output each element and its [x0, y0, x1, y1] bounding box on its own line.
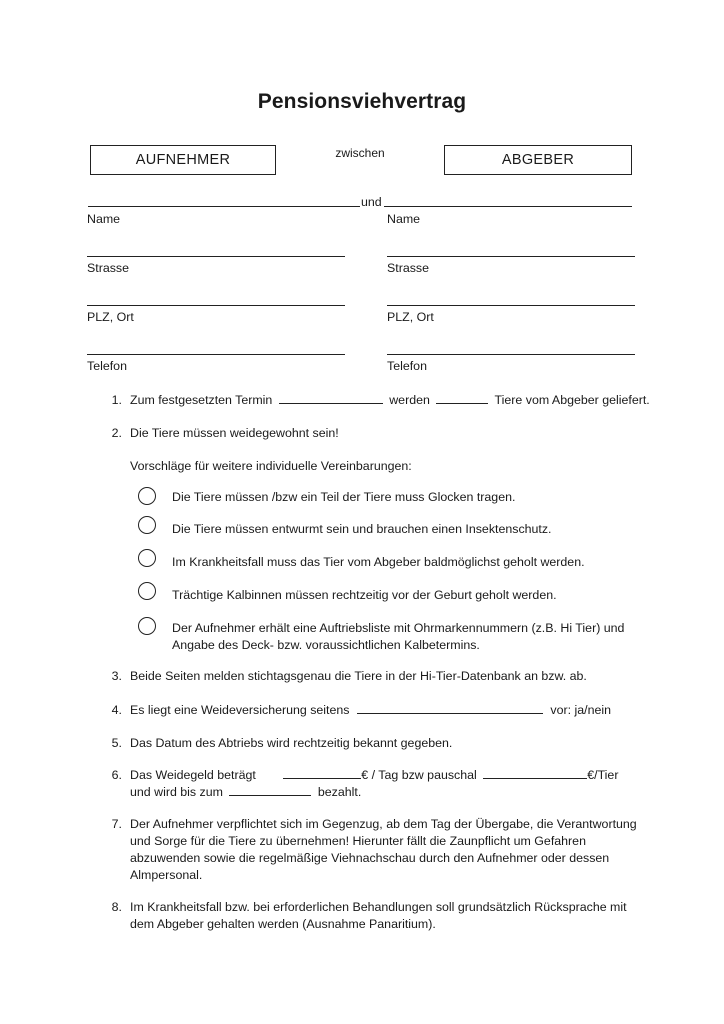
- plz-line-left[interactable]: [87, 305, 345, 306]
- option-checkbox[interactable]: [138, 617, 156, 635]
- item-2-subheading: Vorschläge für weitere individuelle Vereinbarungen:: [130, 459, 412, 473]
- telefon-label-right: Telefon: [387, 359, 427, 373]
- item-7-line: Almpersonal.: [130, 868, 203, 882]
- bezahlt-datum-blank[interactable]: [229, 784, 311, 796]
- und-label: und: [361, 195, 382, 209]
- tiere-count-blank[interactable]: [436, 392, 488, 404]
- option-label: Trächtige Kalbinnen müssen rechtzeitig vor der Geburt geholt werden.: [172, 588, 557, 602]
- option-label: Im Krankheitsfall muss das Tier vom Abgeber baldmöglichst geholt werden.: [172, 555, 585, 569]
- plz-line-right[interactable]: [387, 305, 635, 306]
- strasse-line-left[interactable]: [87, 256, 345, 257]
- weidegeld-tag-blank[interactable]: [283, 767, 361, 779]
- item-number: 1.: [111, 393, 122, 407]
- telefon-line-right[interactable]: [387, 354, 635, 355]
- item-number: 3.: [111, 669, 122, 683]
- item-number: 6.: [111, 768, 122, 782]
- item-8-line: dem Abgeber gehalten werden (Ausnahme Panaritium).: [130, 917, 436, 931]
- option-checkbox[interactable]: [138, 549, 156, 567]
- item-6-line-2: [130, 784, 650, 801]
- item-6-line-1: [130, 767, 670, 784]
- item-3-text: Beide Seiten melden stichtagsgenau die Tiere in der Hi-Tier-Datenbank an bzw. ab.: [130, 669, 587, 683]
- document-title: Pensionsviehvertrag: [257, 90, 467, 113]
- item-7-line: und Sorge für die Tiere zu übernehmen! Hierunter fällt die Zaunpflicht um Gefahren: [130, 834, 586, 848]
- zwischen-label: zwischen: [335, 146, 385, 160]
- option-label: Der Aufnehmer erhält eine Auftriebsliste mit Ohrmarkennummern (z.B. Hi Tier) und: [172, 621, 625, 635]
- item-number: 8.: [111, 900, 122, 914]
- item-2-text: Die Tiere müssen weidegewohnt sein!: [130, 426, 339, 440]
- telefon-label-left: Telefon: [87, 359, 127, 373]
- item-8-line: Im Krankheitsfall bzw. bei erforderlichen Behandlungen soll grundsätzlich Rücksprache mit: [130, 900, 627, 914]
- item-1-part-a: Zum festgesetzten Termin: [130, 393, 273, 407]
- strasse-label-left: Strasse: [87, 261, 130, 275]
- versicherung-blank[interactable]: [357, 702, 543, 714]
- option-label: Die Tiere müssen entwurmt sein und brauchen einen Insektenschutz.: [172, 522, 552, 536]
- item-number: 4.: [111, 703, 122, 717]
- option-checkbox[interactable]: [138, 582, 156, 600]
- plz-label-left: PLZ, Ort: [87, 310, 134, 324]
- item-6-part-d: und wird bis zum: [130, 785, 223, 799]
- item-number: 2.: [111, 426, 122, 440]
- item-4-part-b: vor: ja/nein: [550, 703, 612, 717]
- strasse-label-right: Strasse: [387, 261, 430, 275]
- item-1-part-b: werden: [389, 393, 430, 407]
- item-6-part-c: €/Tier: [587, 768, 619, 782]
- item-6-part-e: bezahlt.: [317, 785, 362, 799]
- aufnehmer-box: [90, 145, 276, 175]
- item-number: 5.: [111, 736, 122, 750]
- name-label-right: Name: [387, 212, 421, 226]
- item-6-part-b: € / Tag bzw pauschal: [361, 768, 477, 782]
- item-6-part-a: Das Weidegeld beträgt: [130, 768, 256, 782]
- option-label: Die Tiere müssen /bzw ein Teil der Tiere muss Glocken tragen.: [172, 490, 516, 504]
- item-1-part-c: Tiere vom Abgeber geliefert.: [494, 393, 650, 407]
- name-line-left[interactable]: [88, 206, 360, 207]
- item-7-line: Der Aufnehmer verpflichtet sich im Gegenzug, ab dem Tag der Übergabe, die Verantwortung: [130, 817, 637, 831]
- item-number: 7.: [111, 817, 122, 831]
- termin-blank[interactable]: [279, 392, 383, 404]
- abgeber-box: [444, 145, 632, 175]
- option-checkbox[interactable]: [138, 487, 156, 505]
- option-checkbox[interactable]: [138, 516, 156, 534]
- item-1-text: [130, 392, 670, 409]
- name-label-left: Name: [87, 212, 121, 226]
- item-4-text: [130, 702, 650, 719]
- telefon-line-left[interactable]: [87, 354, 345, 355]
- option-label-continued: Angabe des Deck- bzw. voraussichtlichen Kalbetermins.: [172, 638, 480, 652]
- item-7-line: abzuwenden sowie die regelmäßige Viehnachschau durch den Aufnehmer oder dessen: [130, 851, 610, 865]
- item-5-text: Das Datum des Abtriebs wird rechtzeitig bekannt gegeben.: [130, 736, 453, 750]
- strasse-line-right[interactable]: [387, 256, 635, 257]
- pauschal-blank[interactable]: [483, 767, 587, 779]
- abgeber-label: ABGEBER: [501, 152, 575, 168]
- aufnehmer-label: AUFNEHMER: [135, 152, 231, 168]
- name-line-right[interactable]: [384, 206, 632, 207]
- plz-label-right: PLZ, Ort: [387, 310, 434, 324]
- item-4-part-a: Es liegt eine Weideversicherung seitens: [130, 703, 350, 717]
